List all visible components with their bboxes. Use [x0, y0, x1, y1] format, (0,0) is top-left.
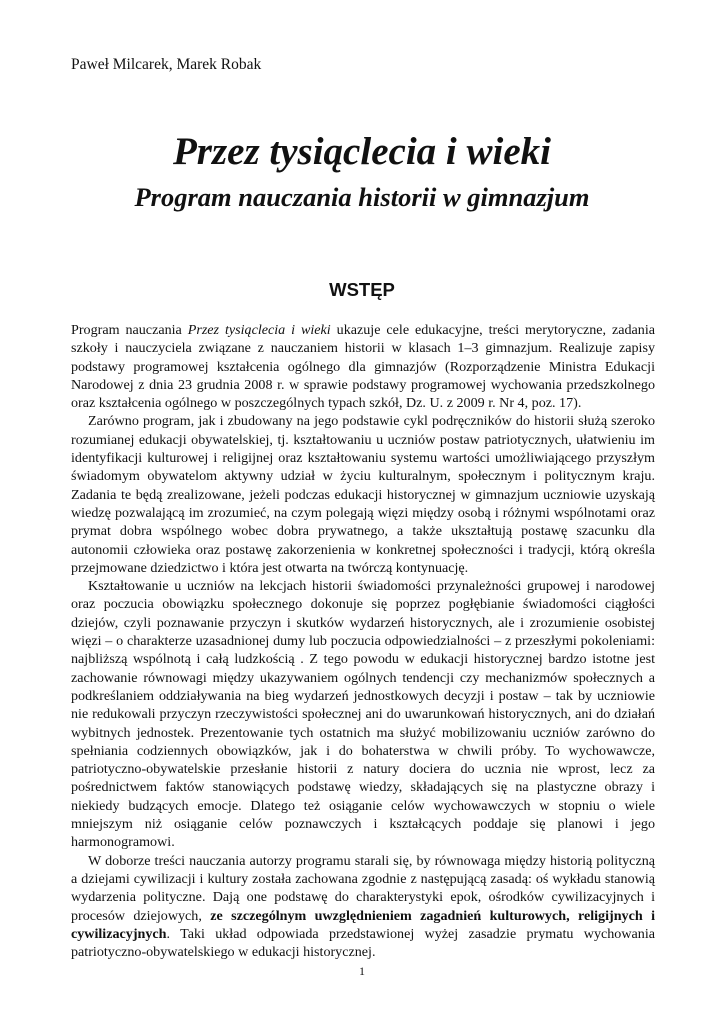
paragraph-1-lead: Program nauczania	[71, 322, 188, 338]
program-title-reference: Przez tysiąclecia i wieki	[187, 322, 331, 338]
document-body	[71, 321, 655, 961]
paragraph-2: Zarówno program, jak i zbudowany na jego podstawie cykl podręczników do historii służą szeroko rozumianej edukacji obywatelskiej, tj. kształtowaniu u uczniów postaw patriotycznych, ułatwieniu im identyfikacji kulturowej i religijnej oraz kształtowaniu systemu wartości umożliwiającego przyszłym świadomym obywatelom aktywny udział w życiu kulturalnym, społecznym i politycznym kraju. Zadania te będą zrealizowane, jeżeli podczas edukacji historycznej w gimnazjum uczniowie uzyskają wiedzę pozwalającą im zrozumieć, na czym polegają więzi między osobą i różnymi wspólnotami oraz prymat dobra wspólnego wobec dobra prywatnego, a także ukształtują postawę szacunku dla autonomii człowieka oraz postawę zakorzenienia w konkretnej społeczności i tradycji, którą określa przejmowane dziedzictwo i która jest otwarta na twórczą kontynuację.	[71, 413, 655, 576]
paragraph-4	[71, 852, 655, 962]
paragraph-1	[71, 321, 655, 412]
paragraph-4-rest: . Taki układ odpowiada przedstawionej wyżej zasadzie prymatu wychowania patriotyczno-obywatelskiego w edukacji historycznej.	[71, 925, 655, 961]
document-subtitle: Program nauczania historii w gimnazjum	[134, 182, 590, 212]
page-number: 1	[359, 964, 365, 978]
paragraph-4-lead: W doborze treści nauczania autorzy programu starali się, by równowaga między historią polityczną a dziejami cywilizacji i kultury została zachowana zgodnie z następującą zasadą: oś wykładu stanowią wydarzenia polityczne. Dają one podstawę do charakterystyki epok, ośrodków cywilizacyjnych i procesów dziejowych,	[71, 852, 655, 924]
document-title: Przez tysiąclecia i wieki	[172, 130, 551, 173]
section-heading: WSTĘP	[329, 279, 395, 300]
authors: Paweł Milcarek, Marek Robak	[71, 56, 262, 73]
paragraph-3: Kształtowanie u uczniów na lekcjach historii świadomości przynależności grupowej i narodowej oraz poczucia obowiązku społecznego dokonuje się poprzez pogłębianie świadomości ciągłości dziejów, czyli poznawanie przyczyn i skutków wydarzeń historycznych, ale i zrozumienie osobistej więzi – o charakterze uzasadnionej dumy lub poczucia odpowiedzialności – z przeszłymi pokoleniami: najbliższą wspólnotą i całą ludzkością . Z tego powodu w edukacji historycznej bardzo istotne jest zachowanie równowagi między ukazywaniem ogólnych tendencji czy mechanizmów społecznych a podkreślaniem oddziaływania na bieg wydarzeń jednostkowych decyzji i postaw – tak by uczniowie nie redukowali przyczyn rzeczywistości społecznej ani do uwarunkowań historycznych, ani do działań wybitnych jednostek. Prezentowanie tych ostatnich ma służyć mobilizowaniu uczniów zarówno do spełniania codziennych obowiązków, jak i do bohaterstwa w chwili próby. To wychowawcze, patriotyczno-obywatelskie przesłanie historii z natury dociera do ucznia nie wprost, lecz za pośrednictwem faktów stanowiących podstawę wiedzy, składających się na plastyczne obrazy i niekiedy budzących emocje. Dlatego też osiąganie celów wychowawczych w stopniu o wiele mniejszym niż osiąganie celów poznawczych i kształcących poddaje się planowi i jego harmonogramowi.	[71, 578, 655, 851]
paragraph-4-emphasis: ze szczególnym uwzględnieniem zagadnień kulturowych, religijnych i cywilizacyjnych	[71, 907, 655, 942]
paragraph-1-rest: ukazuje cele edukacyjne, treści merytoryczne, zadania szkoły i nauczyciela związane z nauczaniem historii w klasach 1–3 gimnazjum. Realizuje zapisy podstawy programowej kształcenia ogólnego dla gimnazjów (Rozporządzenie Ministra Edukacji Narodowej z dnia 23 grudnia 2008 r. w sprawie podstawy programowej wychowania przedszkolnego oraz kształcenia ogólnego w poszczególnych typach szkół, Dz. U. z 2009 r. Nr 4, poz. 17).	[71, 322, 656, 412]
